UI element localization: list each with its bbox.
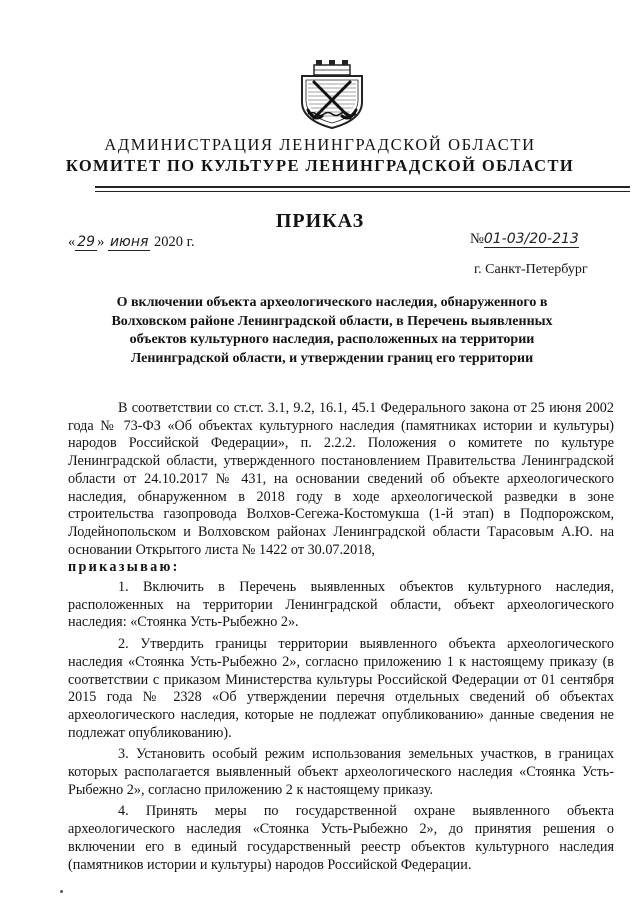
order-item-1: 1. Включить в Перечень выявленных объектов культурного наследия, расположенных на территории Ленинградской области, объект археологического наследия: «Стоянка Усть-Рыбежно 2». [68,579,614,631]
date-day: 29 [77,234,96,250]
header-divider-thin [95,191,630,192]
number-value: 01-03/20-213 [483,231,579,247]
date-month: июня [109,234,149,250]
preamble-paragraph: В соответствии со ст.ст. 3.1, 9.2, 16.1, 45.1 Федерального закона от 25 июня 2002 года № 73-ФЗ «Об объектах культурного наследия (памятниках истории и культуры) народов Российской Федерации», п. 2.2.2. Положения о комитете по культуре Ленинградской области, утвержденного постановлением Правительства Ленинградской области от 24.10.2017 № 431, на основании сведений об объекте археологического наследия, обнаруженном в 2018 году в ходе археологической разведки в зоне строительства газопровода Волхов-Сегежа-Костомукша (1-й этап) в Подпорожском, Лодейнопольском и Волховском районах Ленинградской области Тарасовым А.Ю. на основании Открытого листа № 1422 от 30.07.2018, [68,400,614,558]
document-body [68,400,614,874]
document-number [470,231,579,248]
document-type: ПРИКАЗ [275,210,365,232]
order-item-2: 2. Утвердить границы территории выявленного объекта археологического наследия «Стоянка Усть-Рыбежно 2», согласно приложению 1 к настоящему приказу (в соответствии с приказом Министерства культуры Российской Федерации от 01 сентября 2015 года № 2328 «Об утверждении перечня отдельных сведений об объектах археологического наследия, которые не подлежат опубликованию» данные сведения не подлежат опубликованию). [68,636,614,741]
document-date [68,234,195,251]
date-open-quote: « [68,234,76,250]
title-line: Волховском районе Ленинградской области, в Перечень выявленных [111,313,553,329]
header-divider [95,186,630,188]
title-line: Ленинградской области, и утверждении границ его территории [130,350,534,366]
date-close-quote: » [97,234,105,250]
document-city: г. Санкт-Петербург [474,262,588,277]
date-year: 2020 г. [154,234,195,250]
orders-word: приказываю: [68,559,180,576]
title-line: О включении объекта археологического наследия, обнаруженного в [116,295,548,310]
order-item-4: 4. Принять меры по государственной охране выявленного объекта археологического наследия «Стоянка Усть-Рыбежно 2», до принятия решения о включении его в единый государственный реестр объектов культурного наследия (памятников истории и культуры) народов Российской Федерации. [68,803,614,873]
leningrad-oblast-coat-of-arms-icon [296,58,368,130]
title-line: объектов культурного наследия, расположенных на территории [129,332,535,347]
scan-speck [60,890,63,893]
org-name-administration: АДМИНИСТРАЦИЯ ЛЕНИНГРАДСКОЙ ОБЛАСТИ [104,135,536,154]
org-name-committee: КОМИТЕТ ПО КУЛЬТУРЕ ЛЕНИНГРАДСКОЙ ОБЛАСТИ [65,156,575,175]
number-prefix: № [470,231,484,247]
document-title [82,294,582,368]
order-item-3: 3. Установить особый режим использования земельных участков, в границах которых располагается выявленный объект археологического наследия «Стоянка Усть-Рыбежно 2», согласно приложению 2 к настоящему приказу. [68,746,614,798]
